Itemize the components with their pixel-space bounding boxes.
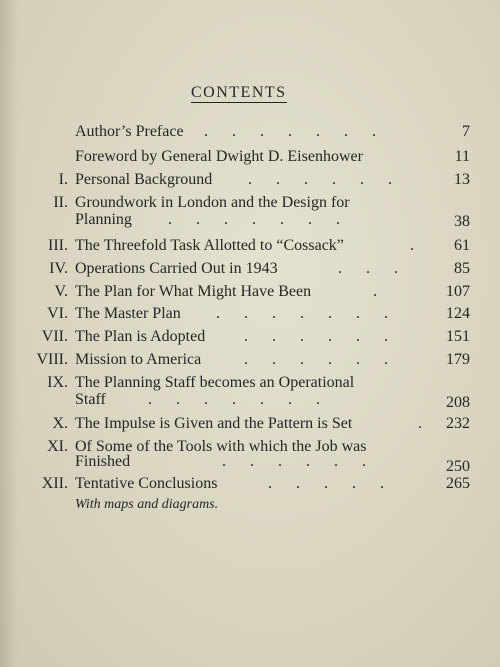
chapter-number: IV. [49,260,68,277]
leader-dots: . [373,283,377,300]
leader-dots: . . . . . . [244,351,388,368]
leader-dots: . . . . . . [222,453,366,470]
chapter-number: XI. [47,438,68,455]
leader-dots: . [410,237,414,254]
entry-title: The Threefold Task Allotted to “Cossack” [75,237,344,254]
entry-page-number: 11 [454,148,470,165]
leader-dots: . [418,415,422,432]
page-title: CONTENTS [191,84,287,101]
chapter-number: VII. [41,328,68,345]
entry-title: Tentative Conclusions [75,475,218,492]
entry-title: Personal Background [75,171,213,188]
leader-dots: . . . . . [268,475,384,492]
entry-title: The Impulse is Given and the Pattern is Set [75,415,353,432]
entry-title: Operations Carried Out in 1943 [75,260,278,277]
entry-page-number: 265 [446,475,470,492]
entry-page-number: 232 [446,415,470,432]
entry-page-number: 61 [454,237,470,254]
entry-page-number: 38 [454,213,470,230]
chapter-number: VI. [47,305,68,322]
entry-page-number: 7 [462,123,470,140]
entry-page-number: 85 [454,260,470,277]
chapter-number: I. [58,171,68,188]
leader-dots: . . . . . . [248,171,392,188]
entry-title-continued: Finished [75,453,131,470]
leader-dots: . . . . . . . [204,123,376,140]
leader-dots: . . . [338,260,398,277]
entry-title: Of Some of the Tools with which the Job was [75,438,367,455]
chapter-number: V. [54,283,68,300]
entry-title: The Plan is Adopted [75,328,206,345]
leader-dots: . . . . . . . [148,391,320,408]
entry-title: Mission to America [75,351,202,368]
entry-title: Author’s Preface [75,123,184,140]
chapter-number: X. [52,415,68,432]
entry-title: The Planning Staff becomes an Operational [75,374,355,391]
entry-page-number: 250 [446,458,470,475]
chapter-number: VIII. [36,351,68,368]
maps-note: With maps and diagrams. [75,497,219,512]
entry-page-number: 13 [454,171,470,188]
chapter-number: XII. [41,475,68,492]
entry-page-number: 179 [446,351,470,368]
chapter-number: IX. [47,374,68,391]
entry-page-number: 124 [446,305,470,322]
entry-page-number: 107 [446,283,470,300]
entry-title: The Plan for What Might Have Been [75,283,312,300]
entry-title-continued: Planning [75,211,132,228]
leader-dots: . . . . . . . [168,211,340,228]
leader-dots: . . . . . . [244,328,388,345]
entry-page-number: 208 [446,394,470,411]
leader-dots: . . . . . . . [216,305,388,322]
chapter-number: II. [53,194,68,211]
entry-title-continued: Staff [75,391,106,408]
chapter-number: III. [48,237,68,254]
entry-title: Groundwork in London and the Design for [75,194,350,211]
entry-page-number: 151 [446,328,470,345]
entry-title: Foreword by General Dwight D. Eisenhower [75,148,363,165]
entry-title: The Master Plan [75,305,181,322]
